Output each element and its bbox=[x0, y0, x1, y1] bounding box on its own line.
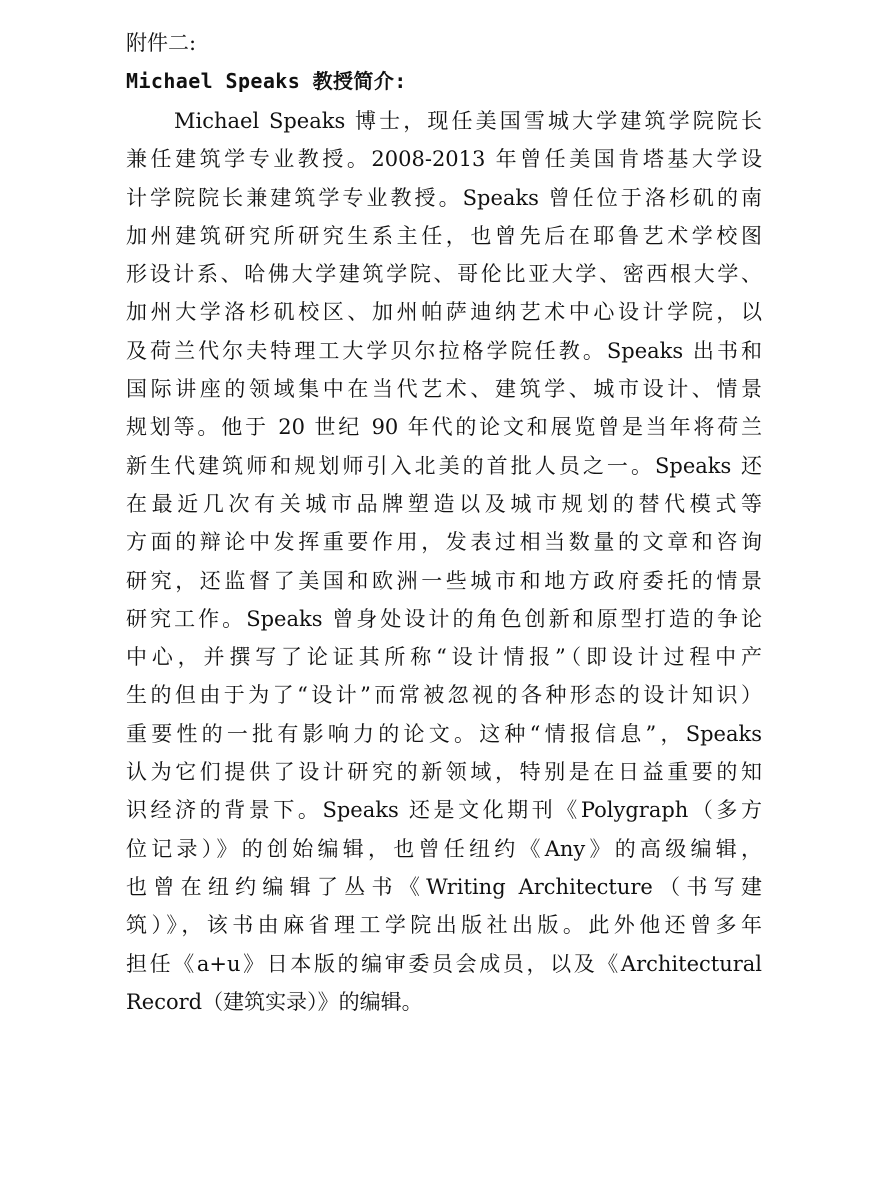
paragraph-line: 兼任建筑学专业教授。2008-2013 年曾任美国肯塔基大学设 bbox=[126, 147, 762, 172]
section-heading: Michael Speaks 教授简介: bbox=[126, 69, 407, 93]
paragraph-line: 研究工作。Speaks 曾身处设计的角色创新和原型打造的争论 bbox=[126, 606, 762, 631]
paragraph-line: 识经济的背景下。Speaks 还是文化期刊《Polygraph（多方 bbox=[126, 798, 762, 823]
paragraph-line: 新生代建筑师和规划师引入北美的首批人员之一。Speaks 还 bbox=[126, 453, 762, 478]
paragraph-line: Record（建筑实录）》的编辑。 bbox=[126, 989, 423, 1014]
paragraph-line: 在最近几次有关城市品牌塑造以及城市规划的替代模式等 bbox=[126, 491, 762, 516]
paragraph-line: 生的但由于为了“设计”而常被忽视的各种形态的设计知识） bbox=[126, 683, 762, 708]
paragraph-line: 中心，并撰写了论证其所称“设计情报”（即设计过程中产 bbox=[126, 645, 762, 670]
paragraph-line: 计学院院长兼建筑学专业教授。Speaks 曾任位于洛杉矶的南 bbox=[126, 185, 762, 210]
paragraph-line: 形设计系、哈佛大学建筑学院、哥伦比亚大学、密西根大学、 bbox=[126, 262, 762, 287]
paragraph-line: Michael Speaks 博士，现任美国雪城大学建筑学院院长 bbox=[174, 109, 762, 133]
paragraph-line: 担任《a+u》日本版的编审委员会成员，以及《Architectural bbox=[126, 951, 762, 976]
paragraph-line: 方面的辩论中发挥重要作用，发表过相当数量的文章和咨询 bbox=[126, 530, 762, 555]
paragraph-line: 位记录）》的创始编辑，也曾任纽约《Any》的高级编辑， bbox=[126, 836, 762, 861]
paragraph-line: 加州建筑研究所研究生系主任，也曾先后在耶鲁艺术学校图 bbox=[126, 223, 762, 248]
paragraph-line: 认为它们提供了设计研究的新领域，特别是在日益重要的知 bbox=[126, 760, 762, 785]
paragraph-line: 筑）》，该书由麻省理工学院出版社出版。此外他还曾多年 bbox=[126, 913, 762, 938]
paragraph-line: 重要性的一批有影响力的论文。这种“情报信息”，Speaks bbox=[126, 721, 762, 746]
paragraph-line: 加州大学洛杉矶校区、加州帕萨迪纳艺术中心设计学院，以 bbox=[126, 300, 762, 325]
biography-paragraph bbox=[126, 102, 762, 1021]
paragraph-line: 规划等。他于 20 世纪 90 年代的论文和展览曾是当年将荷兰 bbox=[126, 415, 762, 440]
paragraph-line: 及荷兰代尔夫特理工大学贝尔拉格学院任教。Speaks 出书和 bbox=[126, 338, 762, 363]
attachment-label: 附件二: bbox=[126, 31, 197, 55]
paragraph-line: 也曾在纽约编辑了丛书《Writing Architecture（书写建 bbox=[126, 874, 762, 899]
paragraph-line: 国际讲座的领域集中在当代艺术、建筑学、城市设计、情景 bbox=[126, 377, 762, 402]
paragraph-line: 研究，还监督了美国和欧洲一些城市和地方政府委托的情景 bbox=[126, 568, 762, 593]
